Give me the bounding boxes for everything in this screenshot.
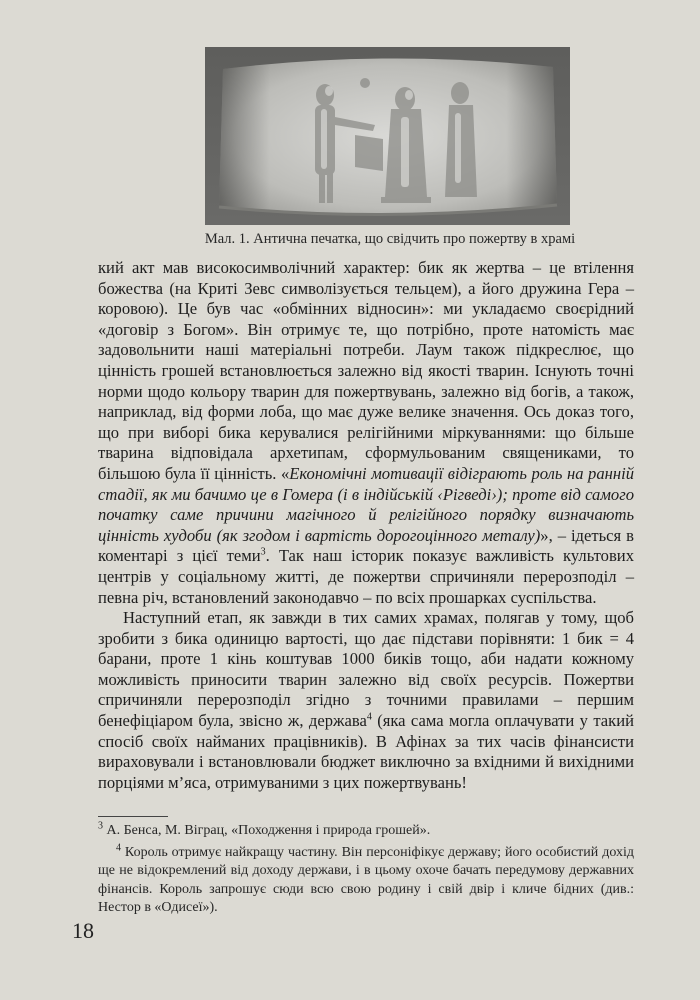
paragraph-1-end: . Так наш історик показує важливість культових центрів у соціальному житті, де пожертви спричиняли перерозподіл – певна річ, встановлений законодавчо – по всіх прошарках суспільства. — [98, 546, 634, 607]
seal-relief-image — [205, 47, 570, 225]
footnote-4 — [98, 844, 634, 917]
paragraph-1 — [98, 258, 634, 608]
paragraph-2 — [98, 608, 634, 793]
paragraph-2-end: (яка сама могла оплачувати у такий спосіб своїх найманих працівників). В Афінах за тих часів фінансисти вираховували і встановлювали бюджет виключно за вхідними й вихідними порціями м’яса, отримуваними з цих пожертвувань! — [98, 711, 634, 792]
footnote-text: Король отримує найкращу частину. Він персоніфікує державу; його особистий дохід ще не відокремлений від доходу держави, і в цьому охоче бачать передумову державних фінансів. Король запрошує сюди всю свою родину і свій двір і кличе бідних (див.: Нестор в «Одисеї»). — [98, 845, 634, 915]
ancient-seal-photo — [205, 47, 570, 225]
footnote-ref-3: 3 — [260, 546, 266, 558]
figure-caption: Мал. 1. Антична печатка, що свідчить про пожертву в храмі — [204, 231, 576, 247]
footnote-3 — [98, 822, 634, 840]
quoted-italic-passage: Економічні мотивації відіграють роль на ранній стадії, як ми бачимо це в Гомера (і в індійській ‹Рігведі›); проте від самого початку саме причини магічного й релігійного порядку визначають цінність худоби (як згодом і вартість дорогоцінного металу) — [98, 463, 634, 545]
footnote-number: 3 — [98, 820, 103, 832]
footnotes — [98, 822, 634, 921]
paragraph-1-start: кий акт мав високосимволічний характер: бик як жертва – це втілення божества (на Криті Зевс символізується тельцем), а його дружина Гера – коровою). Це був час «обмінних відносин»: ми укладаємо своєрідний «договір з Богом». Він отримує те, що потрібно, проте натомість має задовольнити наші матеріальні потреби. Лаум також підкреслює, що цінність грошей встановлюється залежно від якості тварин. Існують точні норми щодо кольору тварин для пожертвувань, залежно від богів, а також, наприклад, від форми лоба, що має дуже велике значення. Ось доказ того, що при виборі бика керувалися релігійними міркуваннями: що більше тварина відповідала архетипам, сформульованим священиками, то більшою була її цінність. « — [98, 258, 634, 483]
footnote-text: А. Бенса, М. Віграц, «Походження і природа грошей». — [103, 823, 431, 838]
footnote-divider — [98, 816, 168, 817]
footnote-ref-4: 4 — [366, 711, 372, 723]
footnote-number: 4 — [116, 842, 121, 854]
main-text — [98, 258, 634, 793]
paragraph-2-start: Наступний етап, як завжди в тих самих храмах, полягав у тому, щоб зробити з бика одиницю вартості, що дає підстави порівняти: 1 бик = 4 барани, проте 1 кінь коштував 1000 биків тощо, аби надати кожному можливість приносити тварин залежно від своїх ресурсів. Пожертви спричиняли перерозподіл згідно з точними правилами – першим бенефіціаром була, звісно ж, держава — [98, 608, 634, 731]
page-number: 18 — [72, 918, 94, 943]
paragraph-1-middle: », – ідеться в коментарі з цієї теми — [98, 525, 634, 566]
